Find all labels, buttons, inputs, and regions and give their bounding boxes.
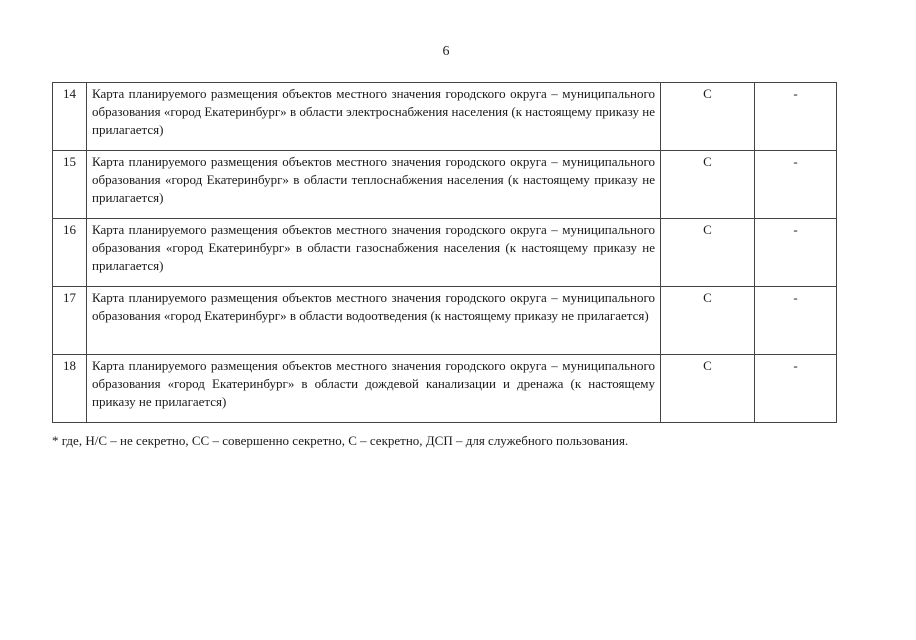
row-note: -: [755, 355, 837, 423]
row-classification: С: [661, 219, 755, 287]
table-row: [53, 355, 837, 423]
row-note: -: [755, 219, 837, 287]
row-classification: С: [661, 151, 755, 219]
table-row: [53, 219, 837, 287]
row-classification: С: [661, 355, 755, 423]
documents-table: [52, 82, 837, 423]
row-number: 14: [53, 83, 87, 151]
row-note: -: [755, 287, 837, 355]
row-note: -: [755, 83, 837, 151]
row-description: Карта планируемого размещения объектов местного значения городского округа – муниципального образования «город Екатеринбург» в области дождевой канализации и дренажа (к настоящему приказу не прилагается): [87, 355, 661, 423]
row-number: 15: [53, 151, 87, 219]
row-description: Карта планируемого размещения объектов местного значения городского округа – муниципального образования «город Екатеринбург» в области электроснабжения населения (к настоящему приказу не прилагается): [87, 83, 661, 151]
table-row: [53, 83, 837, 151]
table-row: [53, 287, 837, 355]
row-description: Карта планируемого размещения объектов местного значения городского округа – муниципального образования «город Екатеринбург» в области теплоснабжения населения (к настоящему приказу не прилагается): [87, 151, 661, 219]
table-row: [53, 151, 837, 219]
row-description: Карта планируемого размещения объектов местного значения городского округа – муниципального образования «город Екатеринбург» в области газоснабжения населения (к настоящему приказу не прилагается): [87, 219, 661, 287]
row-number: 17: [53, 287, 87, 355]
page-number: 6: [442, 44, 450, 59]
row-classification: С: [661, 83, 755, 151]
row-number: 16: [53, 219, 87, 287]
row-number: 18: [53, 355, 87, 423]
row-description: Карта планируемого размещения объектов местного значения городского округа – муниципального образования «город Екатеринбург» в области водоотведения (к настоящему приказу не прилагается): [87, 287, 661, 355]
footnote: * где, Н/С – не секретно, СС – совершенно секретно, С – секретно, ДСП – для служебного пользования.: [52, 433, 629, 448]
row-classification: С: [661, 287, 755, 355]
row-note: -: [755, 151, 837, 219]
